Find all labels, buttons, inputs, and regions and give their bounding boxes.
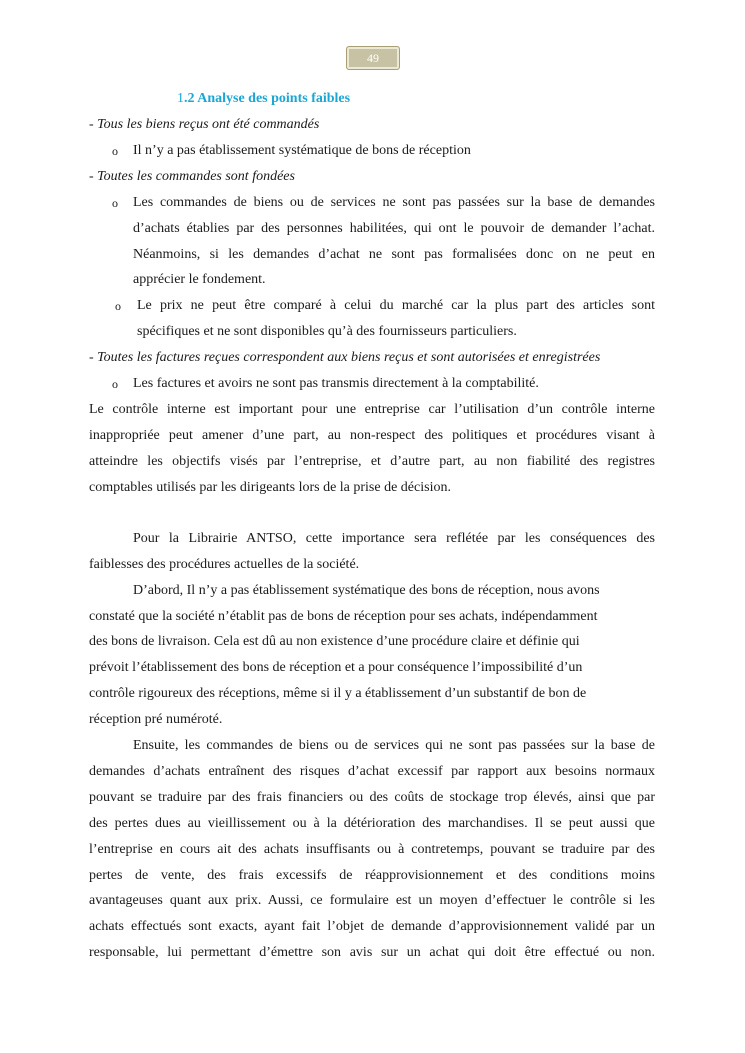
paragraph-line: prévoit l’établissement des bons de réception et a pour conséquence l’impossibilité d’un <box>89 660 583 675</box>
bullet-marker: o <box>112 196 118 210</box>
bullet-text: Les commandes de biens ou de services ne sont pas passées sur la base de demandes <box>133 195 655 210</box>
paragraph-line: avantageuses quant aux prix. Aussi, ce formulaire est un moyen d’effectuer le contrôle si les <box>89 893 655 908</box>
paragraph-line: pertes de vente, des frais excessifs de réapprovisionnement et des conditions moins <box>89 868 655 883</box>
bullet-marker: o <box>112 377 118 391</box>
section-title: .2 Analyse des points faibles <box>184 91 351 106</box>
section-number: 1 <box>177 91 184 106</box>
criterion-heading: - Toutes les factures reçues correspondent aux biens reçus et sont autorisées et enregistrées <box>89 350 601 365</box>
paragraph-line: D’abord, Il n’y a pas établissement systématique des bons de réception, nous avons <box>133 583 600 598</box>
paragraph-line: responsable, lui permettant d’émettre son avis sur un achat qui doit être effectué ou non. <box>89 945 655 960</box>
paragraph-line: contrôle rigoureux des réceptions, même si il y a établissement d’un substantif de bon de <box>89 686 587 701</box>
paragraph-line: des pertes dues au vieillissement ou à la détérioration des marchandises. Il se peut aussi que <box>89 816 655 831</box>
paragraph-line: constaté que la société n’établit pas de bons de réception pour ses achats, indépendamment <box>89 609 598 624</box>
bullet-text: apprécier le fondement. <box>133 272 266 287</box>
paragraph-line: pouvant se traduire par des frais financiers ou des coûts de stockage trop élevés, ainsi que par <box>89 790 655 805</box>
paragraph-line: Pour la Librairie ANTSO, cette importance sera reflétée par les conséquences des <box>133 531 655 546</box>
paragraph-line: des bons de livraison. Cela est dû au non existence d’une procédure claire et définie qui <box>89 634 580 649</box>
criterion-heading: - Tous les biens reçus ont été commandés <box>89 117 320 132</box>
paragraph-line: faiblesses des procédures actuelles de la société. <box>89 557 360 572</box>
paragraph-line: demandes d’achats entraînent des risques d’achat excessif par rapport aux besoins normaux <box>89 764 655 779</box>
bullet-text: d’achats établies par des personnes habilitées, qui ont le pouvoir de demander l’achat. <box>133 221 655 236</box>
section-heading <box>177 89 350 109</box>
bullet-text: Néanmoins, si les demandes d’achat ne sont pas formalisées donc on ne peut en <box>133 247 655 262</box>
bullet-marker: o <box>115 299 121 313</box>
paragraph-line: réception pré numéroté. <box>89 712 223 727</box>
paragraph-line: inappropriée peut amener d’une part, au non-respect des politiques et procédures visant à <box>89 428 655 443</box>
paragraph-line: Ensuite, les commandes de biens ou de services qui ne sont pas passées sur la base de <box>133 738 655 753</box>
bullet-text: Il n’y a pas établissement systématique de bons de réception <box>133 143 471 158</box>
bullet-marker: o <box>112 144 118 158</box>
paragraph-line: comptables utilisés par les dirigeants lors de la prise de décision. <box>89 480 451 495</box>
paragraph-line: achats effectués sont exacts, ayant fait l’objet de demande d’approvisionnement validé par un <box>89 919 655 934</box>
page-number-badge: 49 <box>346 46 400 70</box>
criterion-heading: - Toutes les commandes sont fondées <box>89 169 295 184</box>
bullet-text: Les factures et avoirs ne sont pas transmis directement à la comptabilité. <box>133 376 539 391</box>
paragraph-line: atteindre les objectifs visés par l’entreprise, et d’autre part, au non fiabilité des registres <box>89 454 655 469</box>
bullet-text: spécifiques et ne sont disponibles qu’à des fournisseurs particuliers. <box>137 324 517 339</box>
paragraph-line: l’entreprise en cours ait des achats insuffisants ou à contretemps, pouvant se traduire par des <box>89 842 655 857</box>
paragraph-line: Le contrôle interne est important pour une entreprise car l’utilisation d’un contrôle interne <box>89 402 655 417</box>
bullet-text: Le prix ne peut être comparé à celui du marché car la plus part des articles sont <box>137 298 655 313</box>
